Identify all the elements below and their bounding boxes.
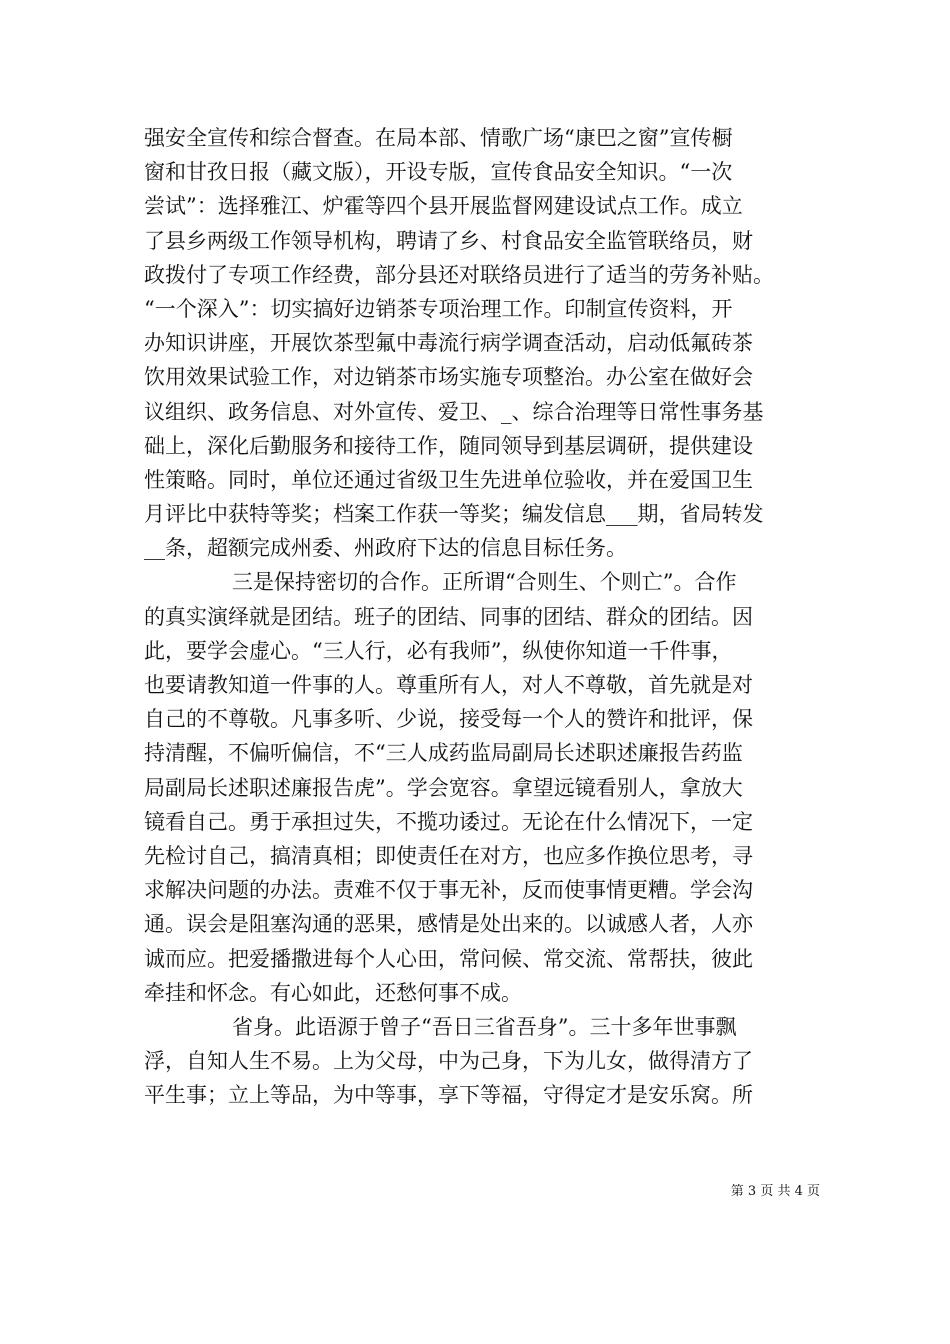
body-text xyxy=(144,121,828,1112)
paragraph xyxy=(144,565,828,1009)
text-line: 先检讨自己，搞清真相；即使责任在对方，也应多作换位思考，寻 xyxy=(144,843,753,868)
text-line: 窗和甘孜日报（藏文版），开设专版，宣传食品安全知识。“一次 xyxy=(144,160,733,185)
text-line: 持清醒，不偏听偏信，不“三人成药监局副局长述职述廉报告药监 xyxy=(144,741,743,766)
page-number: 第 3 页 共 4 页 xyxy=(730,1184,820,1199)
text-line: 省身。此语源于曾子“吾日三省吾身”。三十多年世事飘 xyxy=(232,1014,737,1039)
text-line: 饮用效果试验工作，对边销茶市场实施专项整治。办公室在做好会 xyxy=(144,365,753,390)
text-line: 了县乡两级工作领导机构，聘请了乡、村食品安全监管联络员，财 xyxy=(144,228,753,253)
text-line: 求解决问题的办法。责难不仅于事无补，反而使事情更糟。学会沟 xyxy=(144,878,753,903)
text-line: __条，超额完成州委、州政府下达的信息目标任务。 xyxy=(144,536,627,561)
text-line: 自己的不尊敬。凡事多听、少说，接受每一个人的赞许和批评，保 xyxy=(144,707,753,732)
text-line: 此，要学会虚心。“三人行，必有我师”，纵使你知道一千件事， xyxy=(144,638,733,663)
text-line: 三是保持密切的合作。正所谓“合则生、个则亡”。合作 xyxy=(232,570,737,595)
text-line: 尝试”：选择雅江、炉霍等四个县开展监督网建设试点工作。成立 xyxy=(144,194,743,219)
text-line: 也要请教知道一件事的人。尊重所有人，对人不尊敬，首先就是对 xyxy=(144,673,753,697)
paragraph xyxy=(144,121,828,565)
paragraph xyxy=(144,1010,828,1113)
text-line: 诚而应。把爱播撒进每个人心田，常问候、常交流、常帮扶，彼此 xyxy=(144,946,753,971)
text-line: 平生事；立上等品，为中等事，享下等福，守得定才是安乐窝。所 xyxy=(144,1083,753,1108)
text-line: 的真实演绎就是团结。班子的团结、同事的团结、群众的团结。因 xyxy=(144,604,753,629)
text-line: 月评比中获特等奖；档案工作获一等奖；编发信息___期，省局转发 xyxy=(144,502,764,527)
text-line: 办知识讲座，开展饮茶型氟中毒流行病学调查活动，启动低氟砖茶 xyxy=(144,331,753,356)
text-line: 局副局长述职述廉报告虎”。学会宽容。拿望远镜看别人，拿放大 xyxy=(144,775,743,800)
text-line: 政拨付了专项工作经费，部分县还对联络员进行了适当的劳务补贴。 xyxy=(144,262,774,287)
text-line: 通。误会是阻塞沟通的恶果，感情是处出来的。以诚感人者，人亦 xyxy=(144,912,753,937)
text-line: 性策略。同时，单位还通过省级卫生先进单位验收，并在爱国卫生 xyxy=(144,467,753,492)
text-line: 浮，自知人生不易。上为父母，中为己身，下为儿女，做得清方了 xyxy=(144,1049,753,1074)
text-line: 强安全宣传和综合督查。在局本部、情歌广场“康巴之窗”宣传橱 xyxy=(144,126,733,150)
text-line: 础上，深化后勤服务和接待工作，随同领导到基层调研，提供建设 xyxy=(144,433,753,458)
text-line: 议组织、政务信息、对外宣传、爱卫、_、综合治理等日常性事务基 xyxy=(144,399,764,424)
text-line: 牵挂和怀念。有心如此，还愁何事不成。 xyxy=(144,980,522,1005)
text-line: “一个深入”：切实搞好边销茶专项治理工作。印制宣传资料，开 xyxy=(144,296,733,321)
text-line: 镜看自己。勇于承担过失，不揽功诿过。无论在什么情况下，一定 xyxy=(144,809,753,834)
